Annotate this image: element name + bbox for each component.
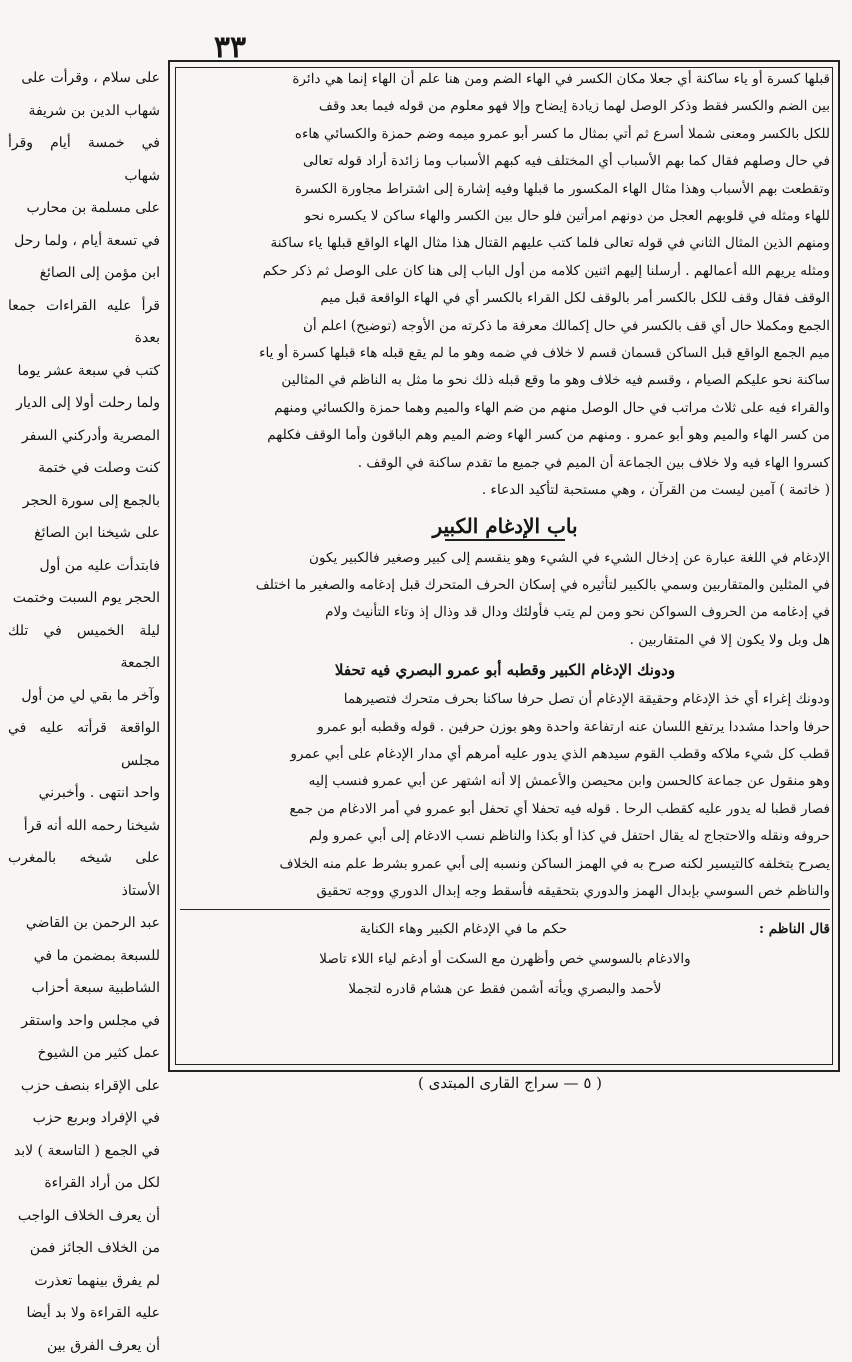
text-line: قبلها كسرة أو ياء ساكنة أي جعلا مكان الكسر في الهاء الضم ومن هنا علم أن الهاء إنما هي دائرة	[180, 66, 830, 93]
text-line: يصرح بتخلفه كالتيسير لكنه صرح به في الهمز الساكن ونسبه إلى أبي عمرو بشرط علم منه الخلاف	[180, 851, 830, 878]
margin-text-line: على الإقراء بنصف حزب	[8, 1070, 160, 1103]
text-line: بين الضم والكسر فقط وذكر الوصل لهما زيادة إيضاح وإلا فهو معلوم من قوله فيما بعد وقف	[180, 93, 830, 120]
text-line: كسروا الهاء فيه ولا خلاف بين الجماعة أن الميم في جميع ما تقدم ساكنة في الوقف .	[180, 450, 830, 477]
text-line: الجمع ومكملا حال أي قف بالكسر في حال إكمالك معرفة ما ذكرته من الأوجه (توضيح) اعلم أن	[180, 313, 830, 340]
margin-text-line: وآخر ما بقي لي من أول	[8, 680, 160, 713]
margin-text-line: عليه القراءة ولا بد أيضا	[8, 1297, 160, 1330]
text-line: ميم الجمع الواقع قبل الساكن قسمان قسم لا خلاف في ضمه وهو ما لم يقع قبله هاء قبلها كسرة أو ياء	[180, 340, 830, 367]
margin-text-line: كنت وصلت في ختمة	[8, 452, 160, 485]
text-line: ومنهم الذين المثال الثاني في قوله تعالى فلما كتب عليهم القتال هذا مثال الهاء الواقع قبلها ياء ساكنة	[180, 230, 830, 257]
text-line: قطب كل شيء ملاكه وقطب القوم سيدهم الذي يدور عليه أمرهم أي مدار الإدغام على أبي عمرو	[180, 741, 830, 768]
text-line: ومثله يريهم الله أعمالهم . أرسلنا إليهم اثنين كلامه من أول الباب إلى هنا كان على الوصل ثم ذكر حكم	[180, 258, 830, 285]
commentary-paragraph-2	[180, 545, 830, 655]
nazim-verse-line: حكم ما في الإدغام الكبير وهاء الكناية	[180, 914, 830, 944]
commentary-paragraph-1	[180, 66, 830, 505]
margin-text-line: لم يفرق بينهما تعذرت	[8, 1265, 160, 1298]
chapter-heading: باب الإدغام الكبير	[180, 509, 830, 541]
margin-text-line: كتب في سبعة عشر يوما	[8, 355, 160, 388]
nazim-poem	[180, 914, 830, 1004]
margin-text-line: على شيخنا ابن الصائغ	[8, 517, 160, 550]
margin-text-line: أن يعرف الخلاف الواجب	[8, 1200, 160, 1233]
text-line: حرفا واحدا مشددا يرتفع اللسان عنه ارتفاعة واحدة وهو بوزن حرفين . قوله وقطبه أبو عمرو	[180, 714, 830, 741]
margin-commentary-column	[8, 62, 160, 1062]
text-line: للهاء ومثله في قلوبهم العجل من دونهم امرأتين فلو حال بين الكسر والهاء ساكن لا يكسره نحو	[180, 203, 830, 230]
text-line: وهو منقول عن جماعة كالحسن وابن محيصن والأعمش إلا أنه اشتهر عن أبي عمرو فنسب إليه	[180, 768, 830, 795]
text-line: ساكنة نحو عليكم الصيام ، وقسم فيه خلاف وهو ما وقع قبله ذلك نحو ما مثل به الناظم في المثالين	[180, 367, 830, 394]
text-line: الإدغام في اللغة عبارة عن إدخال الشيء في الشيء وهو ينقسم إلى كبير وصغير فالكبير يكون	[180, 545, 830, 572]
margin-text-line: عبد الرحمن بن القاضي	[8, 907, 160, 940]
text-line: هل وبل ولا يكون إلا في المتقاربين .	[180, 627, 830, 654]
margin-text-line: عمل كثير من الشيوخ	[8, 1037, 160, 1070]
margin-text-line: في تسعة أيام ، ولما رحل	[8, 225, 160, 258]
margin-text-line: بالجمع إلى سورة الحجر	[8, 485, 160, 518]
margin-text-line: الواقعة قرأته عليه في مجلس	[8, 712, 160, 777]
text-line: فصار قطبا له يدور عليه كقطب الرحا . قوله فيه تحفلا أي تحفل أبو عمرو في أمر الادغام من جمع	[180, 796, 830, 823]
margin-text-line: في مجلس واحد واستقر	[8, 1005, 160, 1038]
text-line: الوقف فقال وقف للكل بالكسر أمر بالوقف لكل القراء بالكسر أي في الهاء الواقعة قبل ميم	[180, 285, 830, 312]
page-number: ٣٣	[200, 30, 260, 65]
margin-text-line: أن يعرف الفرق بين	[8, 1330, 160, 1362]
commentary-paragraph-3	[180, 686, 830, 905]
margin-text-line: ابن مؤمن إلى الصائغ	[8, 257, 160, 290]
margin-text-line: على شيخه بالمغرب الأستاذ	[8, 842, 160, 907]
margin-text-line: على سلام ، وقرأت على	[8, 62, 160, 95]
margin-text-line: واحد انتهى . وأخبرني	[8, 777, 160, 810]
text-line: في المثلين والمتقاربين وسمي بالكبير لتأثيره في إسكان الحرف المتحرك قبل إدغامه والصغير ما اختلف	[180, 572, 830, 599]
text-line: في حال وصلهم فقال كما بهم الأسباب أي المختلف فيه كبهم الأسباب وما زائدة أراد قوله تعالى	[180, 148, 830, 175]
margin-text-line: الشاطبية سبعة أحزاب	[8, 972, 160, 1005]
margin-text-line: في خمسة أيام وقرأ شهاب	[8, 127, 160, 192]
footer-signature: ( ٥ — سراج القارى المبتدى )	[200, 1070, 820, 1096]
margin-text-line: قرأ عليه القراءات جمعا بعدة	[8, 290, 160, 355]
nazim-verse-line: والادغام بالسوسي خص وأظهرن مع السكت أو أدغم لياء اللاء تاصلا	[180, 944, 830, 974]
main-text-column	[180, 66, 830, 1066]
nazim-section	[180, 909, 830, 1004]
margin-text-line: في الجمع ( التاسعة ) لابد	[8, 1135, 160, 1168]
margin-text-line: فابتدأت عليه من أول	[8, 550, 160, 583]
text-line: والقراء فيه على ثلاث مراتب في حال الوصل منهم من ضم الهاء والميم وهما حمزة والكسائي ومنهم	[180, 395, 830, 422]
text-line: حروفه ونقله والاحتجاج له يقال احتفل في كذا أو بكذا والناظم نسب الادغام إلى أبي عمرو ولم	[180, 823, 830, 850]
margin-text-line: على مسلمة بن محارب	[8, 192, 160, 225]
nazim-verse-line: لأحمد والبصري ويأته أشمن فقط عن هشام قادره لتجملا	[180, 974, 830, 1004]
margin-text-line: للسبعة بمضمن ما في	[8, 940, 160, 973]
text-line: ودونك إغراء أي خذ الإدغام وحقيقة الإدغام أن تصل حرفا ساكنا بحرف متحرك فتصيرهما	[180, 686, 830, 713]
margin-text-line: المصرية وأدركني السفر	[8, 420, 160, 453]
poem-verse: ودونك الإدغام الكبير وقطبه أبو عمرو البصري فيه تحفلا	[180, 654, 830, 686]
margin-text-line: من الخلاف الجائز فمن	[8, 1232, 160, 1265]
nazim-label: قال الناظم :	[759, 914, 830, 944]
text-line: في إدغامه من الحروف السواكن نحو ومن لم يتب فأولئك ودال قد وذال إذ وتاء التأنيث ولام	[180, 599, 830, 626]
margin-text-line: الحجر يوم السبت وختمت	[8, 582, 160, 615]
text-line: والناظم خص السوسي بإبدال الهمز والدوري بتحقيقه فأسقط وجه إبدال الدوري ووجه تحقيق	[180, 878, 830, 905]
margin-text-line: شهاب الدين بن شريفة	[8, 95, 160, 128]
margin-text-line: ليلة الخميس في تلك الجمعة	[8, 615, 160, 680]
text-line: من كسر الهاء والميم وهو أبو عمرو . ومنهم من كسر الهاء وضم الميم وهم الباقون وأما الوقف فكلهم	[180, 422, 830, 449]
margin-text-line: لكل من أراد القراءة	[8, 1167, 160, 1200]
text-line: وتقطعت بهم الأسباب وهذا مثال الهاء المكسور ما قبلها وفيه إشارة إلى اشتراط مجاورة الكسرة	[180, 176, 830, 203]
text-line: للكل بالكسر ومعنى شملا أسرع ثم أتي بمثال ما كسر أبو عمرو ميمه وضم حمزة والكسائي هاءه	[180, 121, 830, 148]
margin-text-line: في الإفراد وبربع حزب	[8, 1102, 160, 1135]
text-line: ( خاتمة ) آمين ليست من القرآن ، وهي مستحبة لتأكيد الدعاء .	[180, 477, 830, 504]
margin-text-line: شيخنا رحمه الله أنه قرأ	[8, 810, 160, 843]
margin-text-line: ولما رحلت أولا إلى الديار	[8, 387, 160, 420]
